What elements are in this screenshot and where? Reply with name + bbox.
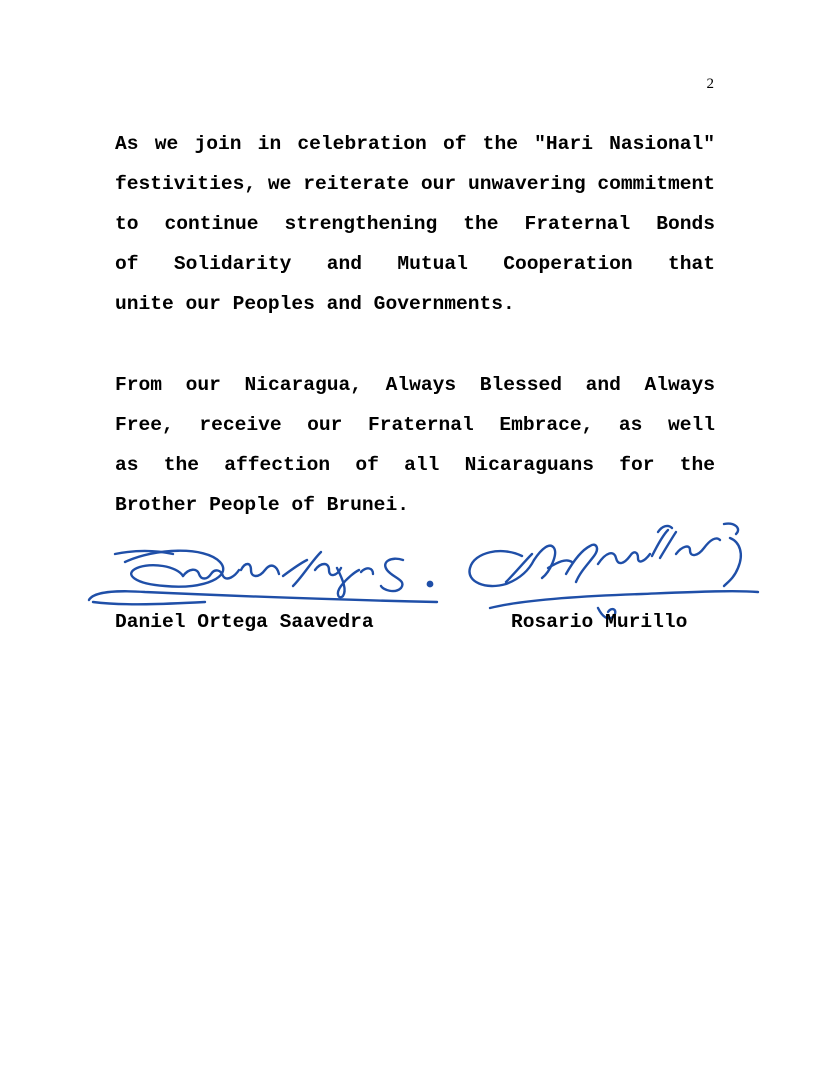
paragraph-line: unite our Peoples and Governments. — [115, 293, 515, 315]
page-number: 2 — [706, 76, 714, 92]
paragraph-line: as the affection of all Nicaraguans for the — [115, 454, 715, 476]
signature-daniel-ortega — [85, 540, 450, 612]
paragraph-embrace — [115, 365, 715, 525]
paragraph-line: to continue strengthening the Fraternal Bonds — [115, 213, 715, 235]
paragraph-line: festivities, we reiterate our unwavering commitment — [115, 173, 715, 195]
paragraph-line: From our Nicaragua, Always Blessed and Always — [115, 374, 715, 396]
paragraph-line: of Solidarity and Mutual Cooperation that — [115, 253, 715, 275]
paragraph-celebration — [115, 124, 715, 324]
paragraph-line: Free, receive our Fraternal Embrace, as well — [115, 414, 715, 436]
signer-name-right: Rosario Murillo — [511, 611, 688, 633]
signer-name-left: Daniel Ortega Saavedra — [115, 611, 374, 633]
paragraph-line: Brother People of Brunei. — [115, 494, 409, 516]
paragraph-line: As we join in celebration of the "Hari Nasional" — [115, 133, 715, 155]
